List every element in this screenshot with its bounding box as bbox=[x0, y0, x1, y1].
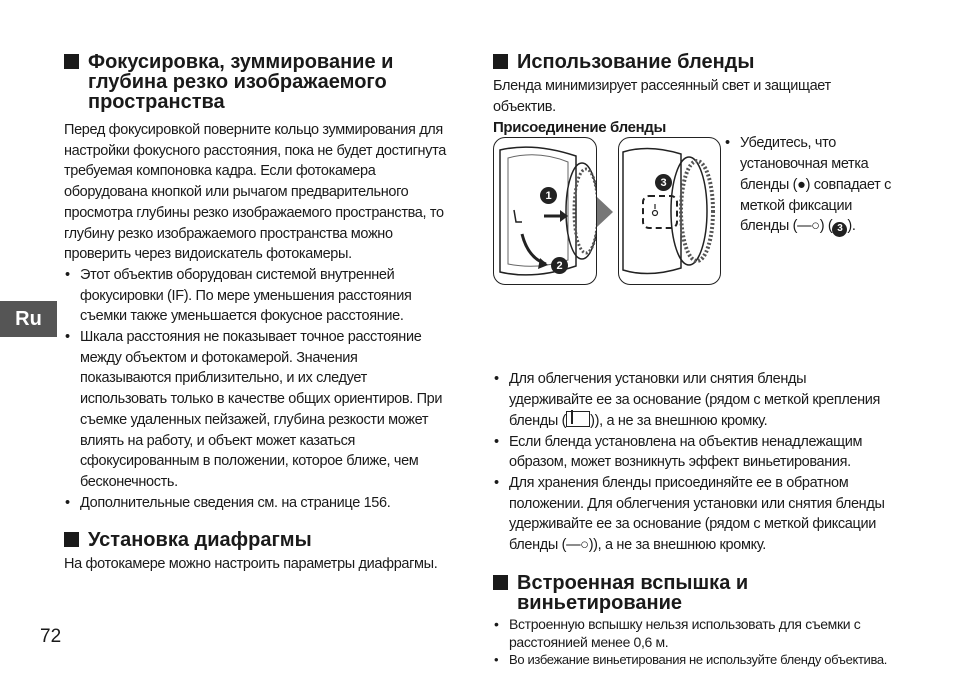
step-2-badge: 2 bbox=[551, 257, 568, 274]
language-tab: Ru bbox=[0, 301, 57, 337]
focus-bullet-1: • Этот объектив оборудован системой внутренней фокусировки (IF). По мере уменьшения расстояния съемки также уменьшается фокусное расстояние. bbox=[64, 265, 446, 327]
hood-alignment-note bbox=[724, 133, 894, 237]
lens-align-illustration bbox=[619, 138, 720, 284]
step-3-badge: 3 bbox=[655, 174, 672, 191]
hood-mark-dot-icon: ● bbox=[797, 176, 806, 193]
right-column bbox=[493, 52, 889, 669]
hood-bullet-2: • Если бленда установлена на объектив ненадлежащим образом, может возникнуть эффект виньетирования. bbox=[493, 432, 889, 473]
alignment-note-item: • Убедитесь, что установочная метка бленды (●) совпадает с меткой фиксации бленды (—○) ( 3 ). bbox=[724, 133, 894, 237]
step-3-inline-badge: 3 bbox=[832, 222, 847, 237]
focus-bullets bbox=[64, 265, 446, 513]
next-step-arrow-icon bbox=[597, 197, 613, 227]
focus-intro: Перед фокусировкой поверните кольцо зуммирования для настройки фокусного расстояния, пока не будет достигнута требуемая компоновка кадра. Если фотокамера оборудована кнопкой или рычагом предварительного просмотра глубины резко изображаемого пространства, то глубину резко изображаемого пространства можно проверить через видоискатель фотокамеры. bbox=[64, 122, 446, 263]
hood-figure-area bbox=[493, 137, 889, 377]
hood-align-figure bbox=[618, 137, 721, 285]
aperture-heading: Установка диафрагмы bbox=[64, 530, 446, 550]
step-1-badge: 1 bbox=[540, 187, 557, 204]
heading-square-icon bbox=[493, 575, 508, 590]
hood-attach-figure bbox=[493, 137, 597, 285]
focus-bullet-2: • Шкала расстояния не показывает точное расстояние между объектом и фотокамерой. Значения показываются приблизительно, и их следует использовать только в качестве общих ориентиров. При съемке удаленных пейзажей, глубина резкости может влиять на работу, и объект может казаться сфокусированным в положении, которое ближе, чем бесконечность. bbox=[64, 327, 446, 493]
lock-mark-icon: —○ bbox=[566, 537, 589, 554]
heading-square-icon bbox=[64, 532, 79, 547]
hood-bullets bbox=[493, 369, 889, 555]
hood-subheading: Присоединение бленды bbox=[493, 119, 666, 137]
hood-bullet-1: • Для облегчения установки или снятия бленды удерживайте ее за основание (рядом с меткой крепления бленды ( )), а не за внешнюю кромку. bbox=[493, 369, 889, 431]
left-column bbox=[64, 52, 446, 575]
lock-mark-icon: —○ bbox=[797, 218, 820, 235]
aperture-text: На фотокамере можно настроить параметры диафрагмы. bbox=[64, 556, 438, 573]
hood-intro: Бленда минимизирует рассеянный свет и защищает объектив. bbox=[493, 78, 831, 115]
hood-bullet-3: • Для хранения бленды присоединяйте ее в обратном положении. Для облегчения установки или снятия бленды удерживайте ее за основание (рядом с меткой фиксации бленды (—○)), а не за внешнюю кромку. bbox=[493, 473, 889, 556]
focus-heading: Фокусировка, зуммирование и глубина резко изображаемого пространства bbox=[64, 52, 446, 112]
flash-bullets bbox=[493, 615, 889, 669]
flash-bullet-1: • Встроенную вспышку нельзя использовать для съемки с расстоянией менее 0,6 м. bbox=[493, 615, 889, 651]
heading-square-icon bbox=[493, 54, 508, 69]
hood-mount-mark-icon bbox=[566, 411, 590, 427]
lens-hood-illustration bbox=[494, 138, 596, 284]
hood-heading: Использование бленды bbox=[493, 52, 889, 72]
heading-square-icon bbox=[64, 54, 79, 69]
flash-heading: Встроенная вспышка и виньетирование bbox=[493, 573, 889, 613]
focus-bullet-3: • Дополнительные сведения см. на странице 156. bbox=[64, 493, 446, 514]
flash-bullet-2: • Во избежание виньетирования не используйте бленду объектива. bbox=[493, 651, 889, 669]
page-number: 72 bbox=[40, 626, 62, 647]
